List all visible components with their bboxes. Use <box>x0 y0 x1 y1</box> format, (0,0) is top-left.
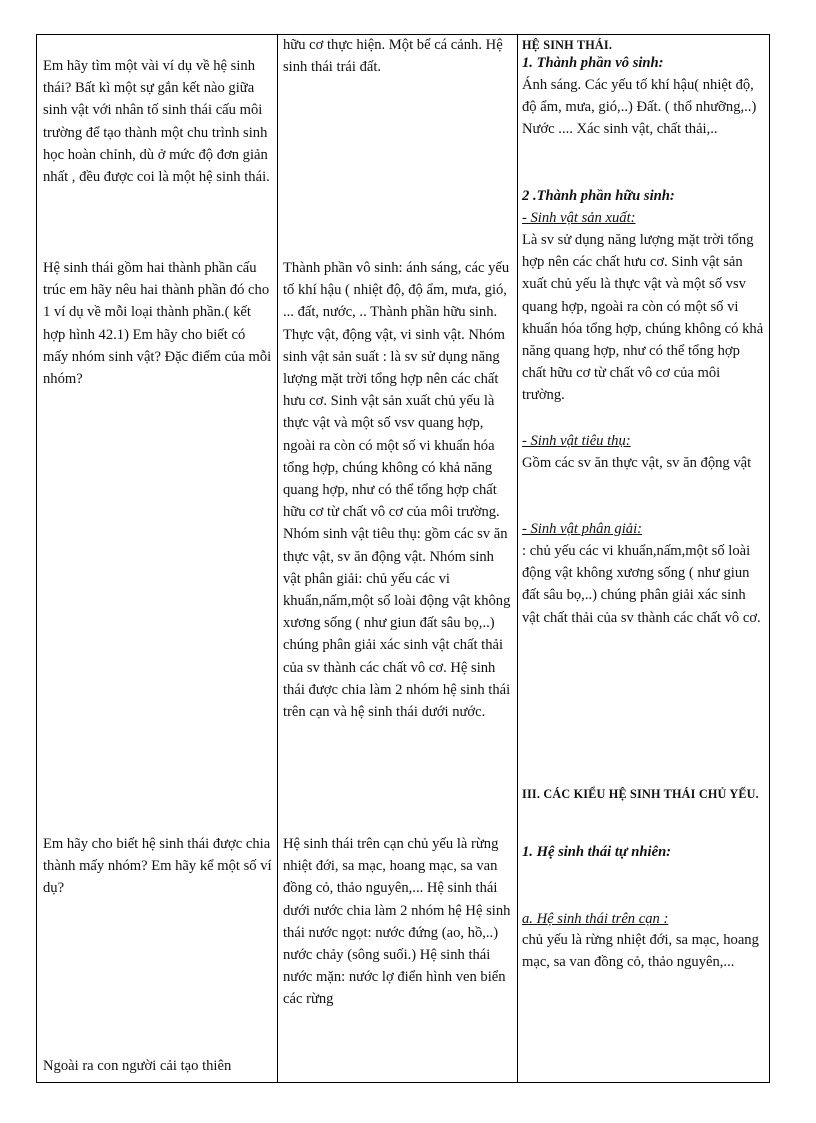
lesson-table <box>36 34 770 1083</box>
consumer-text: Gồm các sv ăn thực vật, sv ăn động vật <box>522 455 752 471</box>
subheading-biotic: 2 .Thành phần hữu sinh: <box>522 188 675 204</box>
answer-components: Thành phần vô sinh: ánh sáng, các yếu tố khí hậu ( nhiệt độ, độ ẩm, mưa, gió, ... đất, nước, .. Thành phần hữu sinh. Thực vật, động vật, vi sinh vật. Nhóm sinh vật sản suất : là sv sử dụng năng lượng mặt trời tổng hợp nên các chất hưu cơ. Sinh vật sản xuất chủ yếu là thực vật và một số vsv quang hợp, ngoài ra còn có một số vi khuẩn hóa tổng hợp, chúng không có khả năng quang hợp, như có thể tổng hợp chất hữu cơ từ chất vô cơ của môi trường. Nhóm sinh vật tiêu thụ: gồm các sv ăn thực vật, sv ăn động vật. Nhóm sinh vật phân giải: chủ yếu các vi khuẩn,nấm,một số loài động vật không xương sống ( như giun đất sâu bọ,..) chúng phân giải xác sinh vật chất thải của sv thành các chất vô cơ. Hệ sinh thái được chia làm 2 nhóm hệ sinh thái trên cạn và hệ sinh thái dưới nước. <box>283 260 511 721</box>
answer-examples: hữu cơ thực hiện. Một bể cá cảnh. Hệ sinh thái trái đất. <box>283 37 503 76</box>
content-column <box>517 35 771 1082</box>
question-ecosystem-groups: Em hãy cho biết hệ sinh thái được chia thành mấy nhóm? Em hãy kể một số ví dụ? <box>43 836 272 897</box>
question-ecosystem-examples: Em hãy tìm một vài ví dụ về hệ sinh thái? Bất kì một sự gắn kết nào giữa sinh vật với nhân tố sinh thái cấu môi trường để tạo thành một chu trình sinh học hoàn chỉnh, dù ở mức độ đơn giản nhất , đều được coi là một hệ sinh thái. <box>43 58 270 186</box>
section-heading-ecosystem: HỆ SINH THÁI. <box>522 38 613 52</box>
decomposer-title: - Sinh vật phân giải: <box>522 521 642 537</box>
teacher-activity-column <box>37 35 277 1082</box>
decomposer-text: : chủ yếu các vi khuẩn,nấm,một số loài động vật không xương sống ( như giun đất sâu bọ,..) chúng phân giải xác sinh vật chất thải của sv thành các chất vô cơ. <box>522 543 761 626</box>
subheading-natural: 1. Hệ sinh thái tự nhiên: <box>522 844 672 860</box>
land-ecosystem-title: a. Hệ sinh thái trên cạn : <box>522 911 669 927</box>
abiotic-list: Ánh sáng. Các yếu tố khí hậu( nhiệt độ, độ ẩm, mưa, gió,..) Đất. ( thổ nhưỡng,..) Nước .... Xác sinh vật, chất thải,.. <box>522 77 757 138</box>
producer-text: Là sv sử dụng năng lượng mặt trời tổng hợp nên các chất hưu cơ. Sinh vật sản xuất chủ yếu là thực vật và một số vsv quang hợp, ngoài ra còn có một số vi khuẩn hóa tổng hợp, chúng không có khả năng quang hợp, như có thể tổng hợp chất hữu cơ từ chất vô cơ của môi trường. <box>522 232 764 404</box>
subheading-abiotic: 1. Thành phần vô sinh: <box>522 55 664 71</box>
consumer-title: - Sinh vật tiêu thụ: <box>522 433 631 449</box>
student-activity-column <box>277 35 517 1082</box>
answer-groups: Hệ sinh thái trên cạn chủ yếu là rừng nhiệt đới, sa mạc, hoang mạc, sa van đồng cỏ, thảo nguyên,... Hệ sinh thái dưới nước chia làm 2 nhóm hệ Hệ sinh thái nước ngọt: nước đứng (ao, hồ,..) nước chảy (sông suối.) Hệ sinh thái nước mặn: nước lợ điển hình ven biển các rừng <box>283 836 511 1008</box>
question-ecosystem-components: Hệ sinh thái gồm hai thành phần cấu trúc em hãy nêu hai thành phần đó cho 1 ví dụ về mỗi loại thành phần.( kết hợp hình 42.1) Em hãy cho biết có mấy nhóm sinh vật? Đặc điểm của mỗi nhóm? <box>43 260 272 388</box>
section-heading-ecosystem-types: III. CÁC KIỂU HỆ SINH THÁI CHỦ YẾU. <box>522 787 759 801</box>
producer-title: - Sinh vật sản xuất: <box>522 210 636 226</box>
land-ecosystem-text: chủ yếu là rừng nhiệt đới, sa mạc, hoang mạc, sa van đồng cỏ, thảo nguyên,... <box>522 932 759 971</box>
question-man-made: Ngoài ra con người cải tạo thiên <box>43 1058 232 1074</box>
